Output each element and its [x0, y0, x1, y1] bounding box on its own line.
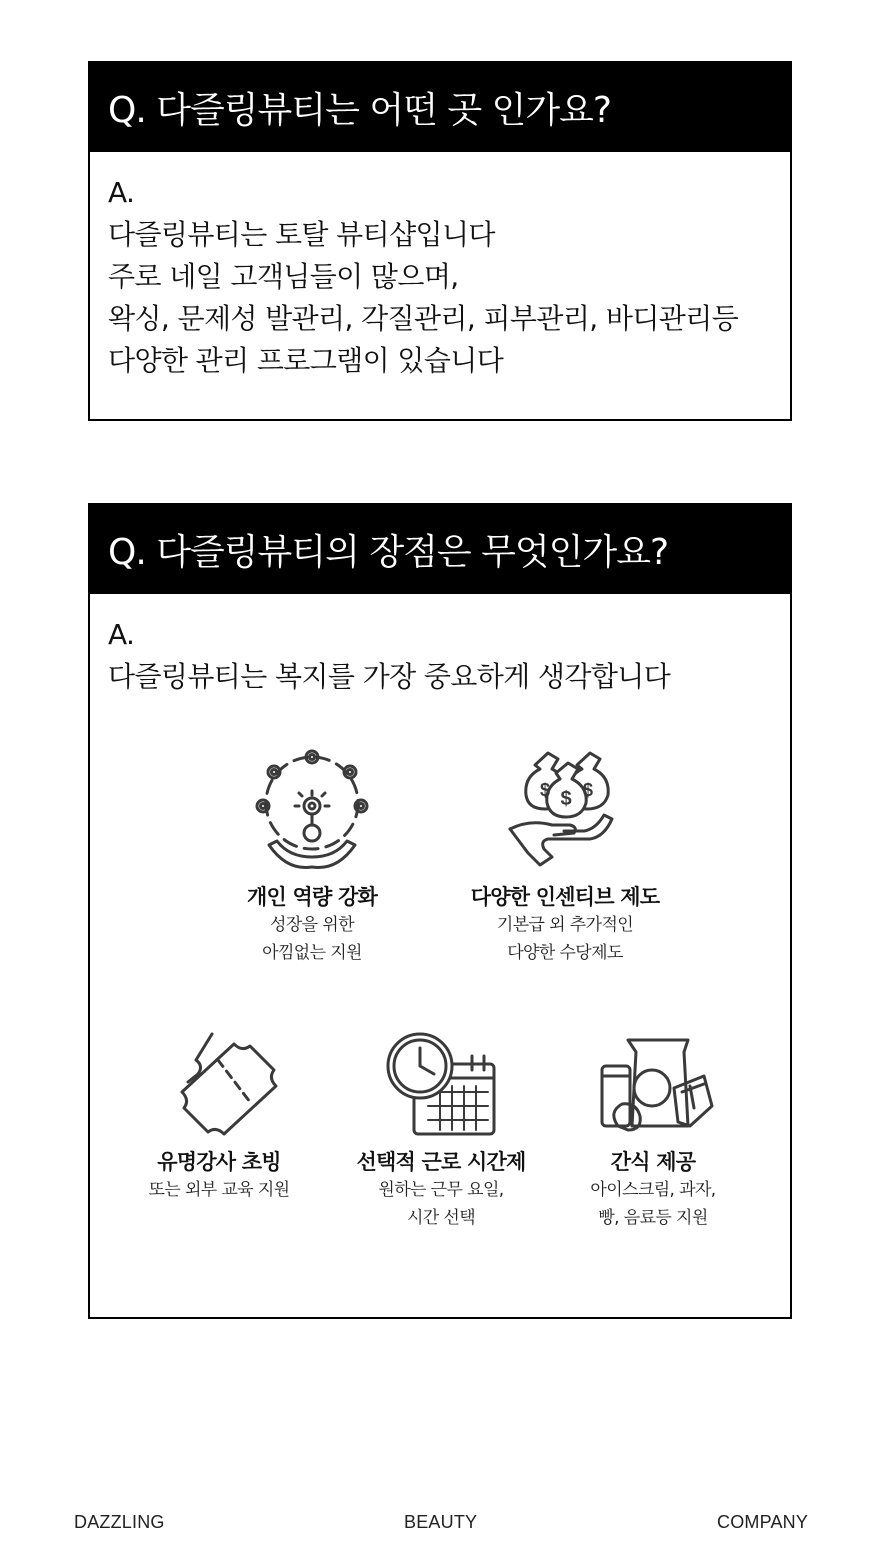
- benefit-desc: 또는 외부 교육 지원: [148, 1180, 290, 1200]
- benefit-desc: 시간 선택: [406, 1208, 476, 1228]
- footer: [0, 1512, 880, 1540]
- faq-answer-1: [90, 152, 790, 382]
- answer-line: 주로 네일 고객님들이 많으며,: [108, 260, 459, 293]
- benefit-snacks: [533, 1030, 773, 1232]
- benefit-personal-growth: [192, 745, 432, 967]
- benefit-flex-time: [321, 1030, 561, 1232]
- clock-calendar-icon: [376, 1030, 506, 1140]
- faq-question-2: Q. 다즐링뷰티의 장점은 무엇인가요?: [90, 505, 790, 594]
- faq-question-1: Q. 다즐링뷰티는 어떤 곳 인가요?: [90, 63, 790, 152]
- answer-line: 다양한 관리 프로그램이 있습니다: [108, 344, 504, 377]
- benefit-title: 유명강사 초빙: [157, 1150, 281, 1174]
- benefit-title: 간식 제공: [610, 1150, 696, 1174]
- svg-text:$: $: [560, 788, 572, 810]
- ticket-icon: [154, 1030, 284, 1140]
- footer-left: DAZZLING: [74, 1512, 165, 1532]
- answer-label: A.: [108, 618, 135, 651]
- benefit-desc: 기본급 외 추가적인: [496, 915, 634, 935]
- answer-line: 다즐링뷰티는 토탈 뷰티샵입니다: [108, 218, 495, 251]
- benefit-desc: 다양한 수당제도: [507, 943, 623, 963]
- gears-person-icon: [247, 745, 377, 875]
- benefit-instructor: [99, 1030, 339, 1204]
- benefit-incentive: [445, 745, 685, 967]
- benefit-desc: 아이스크림, 과자,: [590, 1180, 716, 1200]
- snacks-icon: [588, 1030, 718, 1140]
- benefit-desc: 빵, 음료등 지원: [598, 1208, 708, 1228]
- money-bags-hand-icon: [500, 745, 630, 875]
- faq-answer-2: [90, 594, 790, 698]
- benefit-desc: 원하는 근무 요일,: [378, 1180, 504, 1200]
- svg-text:$: $: [582, 780, 594, 800]
- faq-card-2: [88, 503, 792, 1319]
- benefit-desc: 아낌없는 지원: [262, 943, 362, 963]
- answer-line: 왁싱, 문제성 발관리, 각질관리, 피부관리, 바디관리등: [108, 302, 739, 335]
- footer-center: BEAUTY: [404, 1512, 478, 1532]
- benefit-title: 선택적 근로 시간제: [356, 1150, 526, 1174]
- answer-label: A.: [108, 176, 135, 209]
- svg-text:$: $: [539, 780, 551, 800]
- benefit-title: 개인 역량 강화: [247, 885, 377, 909]
- benefit-title: 다양한 인센티브 제도: [470, 885, 660, 909]
- footer-right: COMPANY: [717, 1512, 809, 1532]
- answer-line: 다즐링뷰티는 복지를 가장 중요하게 생각합니다: [108, 660, 671, 693]
- faq-card-1: [88, 61, 792, 421]
- benefit-desc: 성장을 위한: [270, 915, 354, 935]
